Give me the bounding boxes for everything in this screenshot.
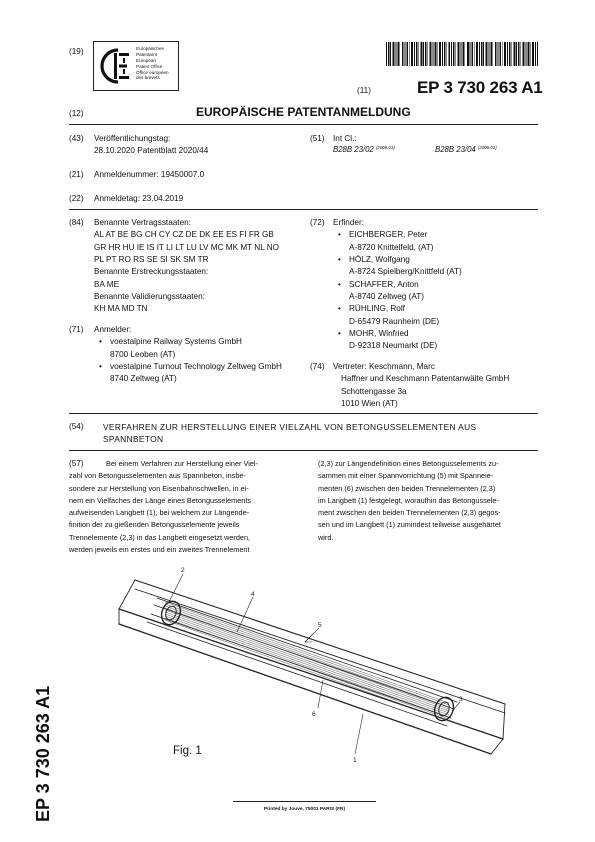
- invention-title: VERFAHREN ZUR HERSTELLUNG EINER VIELZAHL VON BETONGUSSELEMENTEN AUS SPANNBETON: [103, 422, 477, 444]
- side-publication-number: EP 3 730 263 A1: [33, 685, 53, 822]
- list-item: • EICHBERGER, Peter A-8720 Knittelfeld, (AT): [333, 229, 543, 254]
- inid-code-11: (11): [357, 86, 371, 95]
- footer-rule: [233, 801, 376, 802]
- inventors: Erfinder: • EICHBERGER, Peter A-8720 Knittelfeld, (AT) • HÖLZ, Wolfgang A-8724 Spielberg/Knittfeld (AT) • SCHAFFER, Anton A-8740 Zeltweg (AT) • RÜHLING, Rolf D-65479 Raunheim (DE) • MOHR, Winfried D-92318 Neumarkt (DE): [333, 217, 543, 353]
- abstract-column-2: (2,3) zur Längendefinition eines Betongusselements zu- sammen mit einer Spannvorrichtung (5) mit Spanneie- menten (6) zwischen den beiden Trennelementen (2,3) im Langbett (1) festgelegt, woraufhin das Betongussele- ment zwischen den beiden Trennelementen (2,3) gegos- sen und im Langbett (1) zumindest teilweise ausgehärtet wird.: [318, 459, 501, 542]
- list-item: • voestalpine Railway Systems GmbH 8700 Leoben (AT): [94, 336, 309, 361]
- int-cl-entry: B28B 23/02 $^{(2006.01)}$: [333, 145, 395, 154]
- pub-date-label: Veröffentlichungstag:: [94, 134, 171, 143]
- inid-code-54: (54): [69, 422, 84, 431]
- inid-code-22: (22): [69, 194, 84, 203]
- inid-code-12: (12): [69, 109, 84, 118]
- divider: [69, 413, 538, 414]
- figure-label: 5: [318, 622, 322, 629]
- pub-date-value: 28.10.2020 Patentblatt 2020/44: [94, 146, 209, 155]
- figure-label: 4: [251, 591, 255, 598]
- inid-code-84: (84): [69, 218, 84, 227]
- list-item: • SCHAFFER, Anton A-8740 Zeltweg (AT): [333, 279, 543, 304]
- inid-code-72: (72): [310, 218, 325, 227]
- list-item: • HÖLZ, Wolfgang A-8724 Spielberg/Knittfeld (AT): [333, 254, 543, 279]
- figure-caption: Fig. 1: [173, 745, 202, 757]
- figure-label: 3: [459, 696, 463, 703]
- application-number: Anmeldenummer: 19450007.0: [94, 170, 205, 179]
- divider: [69, 450, 538, 451]
- epo-emblem-icon: [99, 47, 137, 85]
- designated-states: Benannte Vertragsstaaten: AL AT BE BG CH CY CZ DE DK EE ES FI FR GB GR HR HU IE IS IT LI LT LU LV MC MK MT NL NO PL PT RO RS SE SI SK SM TR Benannte Erstreckungsstaaten: BA ME Benannte Validierungsstaaten: KH MA MD TN: [94, 218, 280, 314]
- filing-date: Anmeldetag: 23.04.2019: [94, 194, 184, 203]
- inid-code-21: (21): [69, 170, 84, 179]
- representative: Vertreter: Keschmann, Marc Haffner und Keschmann Patentanwälte GmbH Schottengasse 3a 1010 Wien (AT): [333, 362, 510, 409]
- divider: [69, 124, 538, 125]
- int-cl-label: Int Cl.:: [333, 134, 357, 143]
- figure-1-drawing: [105, 562, 510, 772]
- inid-code-19: (19): [69, 47, 84, 56]
- applicants: Anmelder: • voestalpine Railway Systems GmbH 8700 Leoben (AT) • voestalpine Turnout Technology Zeltweg GmbH 8740 Zeltweg (AT): [94, 324, 309, 386]
- epo-logo-text: Europäisches Patentamt European Patent Office Office européen des brevets: [136, 46, 169, 81]
- inid-code-74: (74): [310, 362, 325, 371]
- publication-number: EP 3 730 263 A1: [417, 78, 543, 97]
- inid-code-57: (57): [69, 459, 84, 468]
- divider: [69, 209, 538, 210]
- figure-label: 6: [312, 711, 316, 718]
- list-item: • voestalpine Turnout Technology Zeltweg GmbH 8740 Zeltweg (AT): [94, 361, 309, 386]
- int-cl-entry: B28B 23/04 $^{(2006.01)}$: [435, 145, 497, 154]
- figure-label: 2: [181, 567, 185, 574]
- inid-code-71: (71): [69, 325, 84, 334]
- list-item: • MOHR, Winfried D-92318 Neumarkt (DE): [333, 328, 543, 353]
- inid-code-43: (43): [69, 134, 84, 143]
- epo-logo-box: [93, 41, 179, 91]
- printer-note: Printed by Jouve, 75001 PARIS (FR): [263, 807, 346, 812]
- list-item: • RÜHLING, Rolf D-65479 Raunheim (DE): [333, 303, 543, 328]
- figure-label: 1: [353, 757, 357, 764]
- inid-code-51: (51): [310, 134, 325, 143]
- abstract-column-1: Bei einem Verfahren zur Herstellung einer Viel- zahl von Betongusselementen aus Spannbeton, insbe- sondere zur Herstellung von Eisenbahnschwellen, in ei- nem ein Vielfaches der Länge eines Betongusselements aufweisenden Langbett (1), bei welchem zur Längende- finition der zu gießenden Betongusselemente jeweils Trennelemente (2,3) in das Langbett eingesetzt werden, werden jeweils ein erstes und ein zweites Trennelement: [69, 459, 258, 555]
- barcode: [386, 42, 538, 66]
- document-type: EUROPÄISCHE PATENTANMELDUNG: [196, 105, 411, 119]
